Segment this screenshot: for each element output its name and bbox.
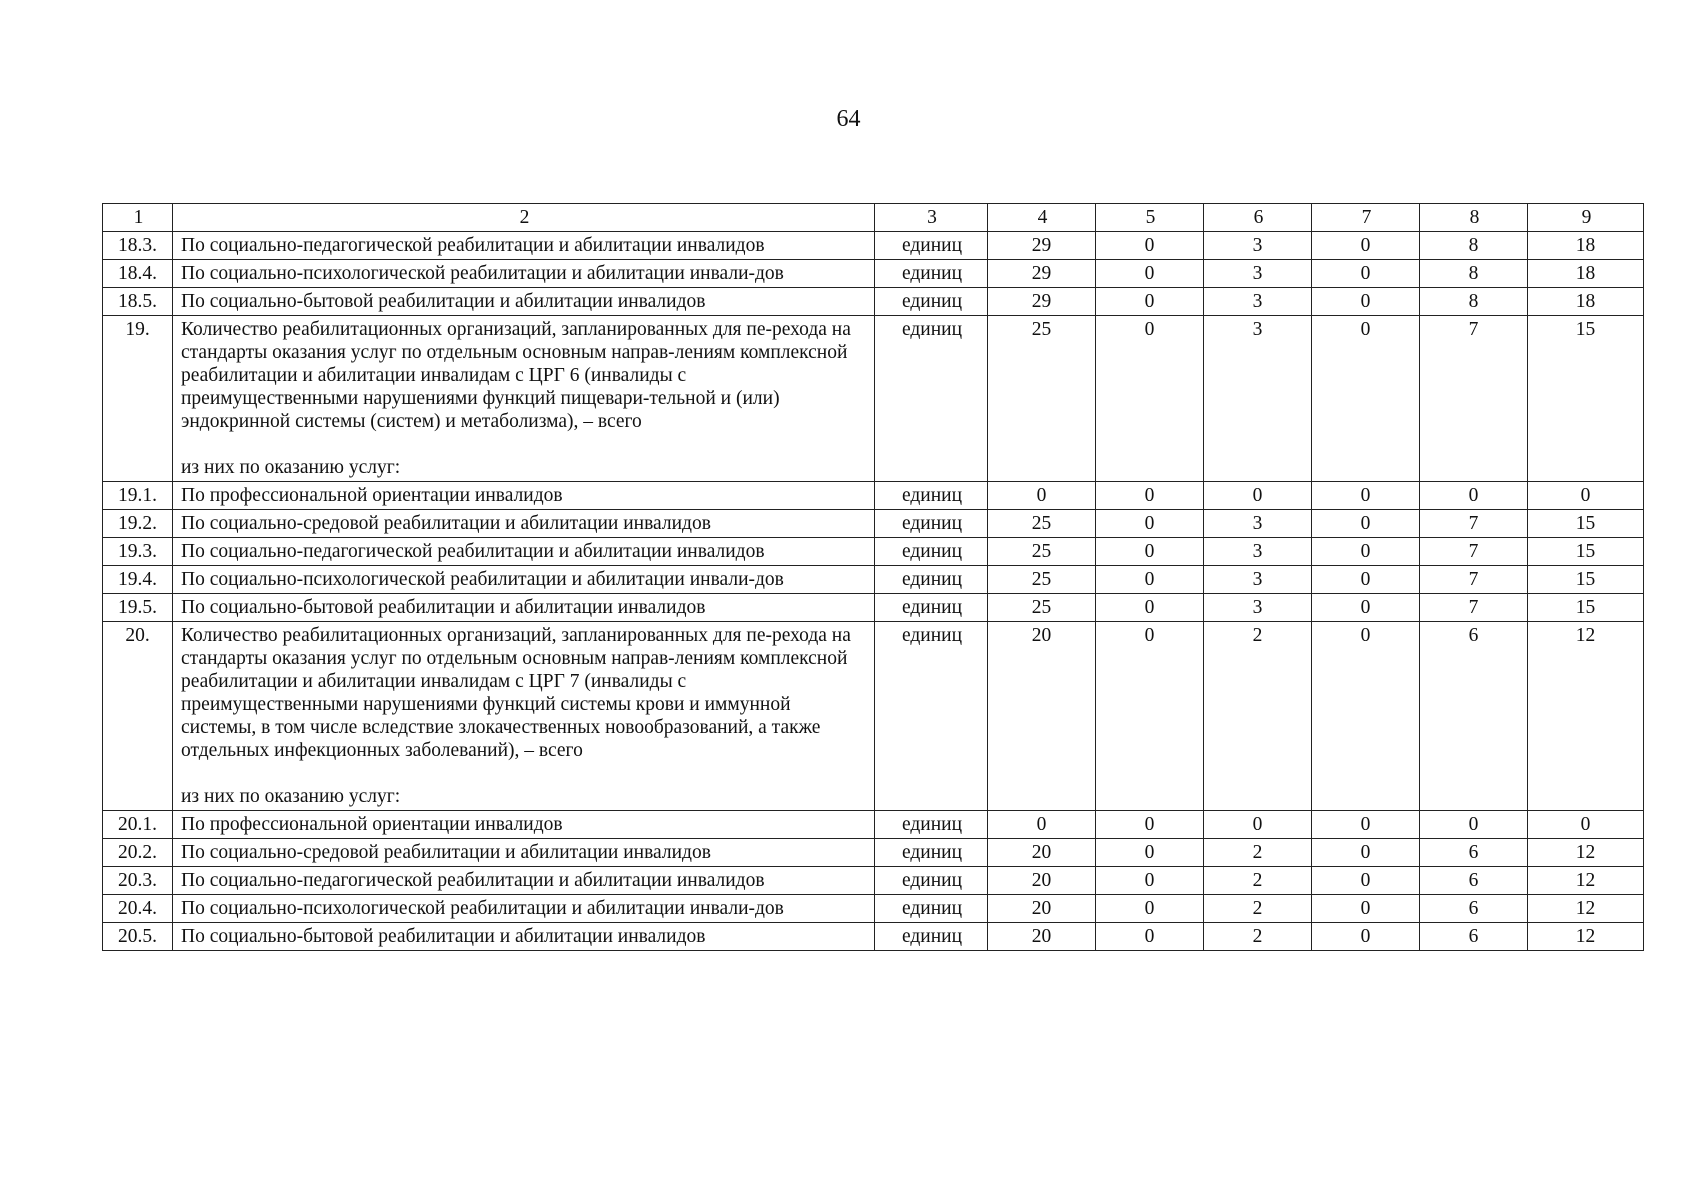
row-value: 25 (988, 538, 1096, 566)
row-description (173, 260, 875, 288)
row-unit: единиц (875, 566, 988, 594)
table-row (103, 895, 1644, 923)
row-value: 0 (1312, 260, 1420, 288)
row-value: 0 (1312, 594, 1420, 622)
row-value: 8 (1420, 288, 1528, 316)
row-value: 2 (1204, 622, 1312, 811)
row-value: 0 (1096, 232, 1204, 260)
row-description-text: Количество реабилитационных организаций, запланированных для пе-рехода на стандарты оказания услуг по отдельным основным направ-лениям комплексной реабилитации и абилитации инвалидам с ЦРГ 7 (инвалиды с преимущественными нарушениями функций системы крови и иммунной системы, в том числе вследствие злокачественных новообразований, а также отдельных инфекционных заболеваний), – всего (181, 625, 851, 761)
row-number: 19.3. (103, 538, 173, 566)
row-description (173, 482, 875, 510)
row-value: 12 (1528, 839, 1644, 867)
row-unit: единиц (875, 232, 988, 260)
row-description-text: По профессиональной ориентации инвалидов (181, 485, 563, 506)
table-row (103, 622, 1644, 811)
row-value: 29 (988, 260, 1096, 288)
row-description (173, 594, 875, 622)
row-value: 25 (988, 510, 1096, 538)
row-value: 3 (1204, 510, 1312, 538)
row-value: 0 (1312, 566, 1420, 594)
row-description (173, 316, 875, 482)
row-subheading: из них по оказанию услуг: (181, 786, 401, 807)
row-number: 18.5. (103, 288, 173, 316)
table-row (103, 232, 1644, 260)
row-description (173, 566, 875, 594)
row-value: 7 (1420, 538, 1528, 566)
column-header: 9 (1528, 204, 1644, 232)
row-value: 6 (1420, 622, 1528, 811)
table-header-row (103, 204, 1644, 232)
row-value: 0 (1312, 538, 1420, 566)
table-row (103, 482, 1644, 510)
row-value: 0 (1096, 594, 1204, 622)
column-header: 7 (1312, 204, 1420, 232)
row-value: 3 (1204, 594, 1312, 622)
row-number: 19.4. (103, 566, 173, 594)
indicators-table (102, 203, 1644, 951)
row-value: 25 (988, 594, 1096, 622)
row-value: 0 (1312, 923, 1420, 951)
row-value: 3 (1204, 566, 1312, 594)
column-header: 4 (988, 204, 1096, 232)
row-description-text: По социально-бытовой реабилитации и абилитации инвалидов (181, 926, 706, 947)
row-value: 0 (1096, 622, 1204, 811)
row-value: 2 (1204, 895, 1312, 923)
row-description-text: По социально-педагогической реабилитации и абилитации инвалидов (181, 541, 765, 562)
row-number: 20.4. (103, 895, 173, 923)
row-value: 25 (988, 316, 1096, 482)
table-row (103, 538, 1644, 566)
row-value: 20 (988, 867, 1096, 895)
row-value: 2 (1204, 867, 1312, 895)
row-value: 0 (1096, 867, 1204, 895)
row-value: 0 (1312, 622, 1420, 811)
row-value: 29 (988, 288, 1096, 316)
row-value: 6 (1420, 839, 1528, 867)
row-value: 0 (1096, 895, 1204, 923)
row-value: 0 (1096, 566, 1204, 594)
row-description (173, 839, 875, 867)
row-value: 2 (1204, 839, 1312, 867)
row-subheading: из них по оказанию услуг: (181, 457, 401, 478)
row-value: 18 (1528, 288, 1644, 316)
row-value: 0 (988, 811, 1096, 839)
row-value: 12 (1528, 923, 1644, 951)
row-value: 0 (1096, 260, 1204, 288)
row-number: 19.2. (103, 510, 173, 538)
row-value: 6 (1420, 895, 1528, 923)
row-value: 8 (1420, 232, 1528, 260)
row-unit: единиц (875, 867, 988, 895)
row-description (173, 867, 875, 895)
row-value: 0 (988, 482, 1096, 510)
row-unit: единиц (875, 316, 988, 482)
table-row (103, 594, 1644, 622)
column-header: 1 (103, 204, 173, 232)
column-header: 2 (173, 204, 875, 232)
table-row (103, 566, 1644, 594)
row-unit: единиц (875, 622, 988, 811)
row-number: 20.1. (103, 811, 173, 839)
row-value: 12 (1528, 622, 1644, 811)
row-value: 0 (1204, 811, 1312, 839)
row-description (173, 811, 875, 839)
table-row (103, 811, 1644, 839)
row-description (173, 895, 875, 923)
row-value: 0 (1312, 811, 1420, 839)
row-description-text: По социально-бытовой реабилитации и абилитации инвалидов (181, 291, 706, 312)
row-value: 0 (1096, 538, 1204, 566)
row-value: 29 (988, 232, 1096, 260)
row-value: 15 (1528, 594, 1644, 622)
row-value: 12 (1528, 895, 1644, 923)
table-body (103, 204, 1644, 951)
row-value: 0 (1096, 510, 1204, 538)
row-value: 0 (1312, 288, 1420, 316)
row-value: 15 (1528, 566, 1644, 594)
row-number: 19. (103, 316, 173, 482)
table-row (103, 288, 1644, 316)
table-row (103, 923, 1644, 951)
row-value: 0 (1312, 482, 1420, 510)
table-row (103, 316, 1644, 482)
row-description (173, 538, 875, 566)
row-unit: единиц (875, 895, 988, 923)
row-value: 6 (1420, 923, 1528, 951)
row-value: 20 (988, 923, 1096, 951)
row-number: 19.5. (103, 594, 173, 622)
row-unit: единиц (875, 260, 988, 288)
row-number: 20. (103, 622, 173, 811)
column-header: 3 (875, 204, 988, 232)
row-value: 12 (1528, 867, 1644, 895)
row-value: 3 (1204, 288, 1312, 316)
row-description-text: По социально-педагогической реабилитации и абилитации инвалидов (181, 235, 765, 256)
row-description-text: По социально-бытовой реабилитации и абилитации инвалидов (181, 597, 706, 618)
row-value: 15 (1528, 510, 1644, 538)
row-value: 15 (1528, 316, 1644, 482)
row-unit: единиц (875, 811, 988, 839)
row-value: 3 (1204, 316, 1312, 482)
table-row (103, 867, 1644, 895)
row-description-text: По социально-психологической реабилитации и абилитации инвали-дов (181, 569, 784, 590)
page-number: 64 (836, 106, 861, 132)
row-value: 20 (988, 895, 1096, 923)
row-value: 15 (1528, 538, 1644, 566)
row-number: 20.2. (103, 839, 173, 867)
row-unit: единиц (875, 594, 988, 622)
row-value: 7 (1420, 316, 1528, 482)
row-unit: единиц (875, 839, 988, 867)
row-description-text: По социально-педагогической реабилитации и абилитации инвалидов (181, 870, 765, 891)
row-value: 0 (1096, 839, 1204, 867)
row-description-text: По профессиональной ориентации инвалидов (181, 814, 563, 835)
row-number: 20.3. (103, 867, 173, 895)
row-value: 0 (1528, 482, 1644, 510)
row-description (173, 510, 875, 538)
table-row (103, 839, 1644, 867)
row-value: 0 (1420, 811, 1528, 839)
table-row (103, 510, 1644, 538)
row-unit: единиц (875, 538, 988, 566)
row-value: 0 (1096, 316, 1204, 482)
row-value: 0 (1528, 811, 1644, 839)
row-value: 18 (1528, 260, 1644, 288)
row-number: 18.4. (103, 260, 173, 288)
row-value: 0 (1312, 839, 1420, 867)
row-unit: единиц (875, 288, 988, 316)
row-value: 0 (1096, 811, 1204, 839)
row-description (173, 288, 875, 316)
row-number: 18.3. (103, 232, 173, 260)
row-value: 0 (1420, 482, 1528, 510)
row-value: 0 (1096, 923, 1204, 951)
row-number: 20.5. (103, 923, 173, 951)
row-value: 0 (1096, 288, 1204, 316)
row-value: 25 (988, 566, 1096, 594)
row-description-text: По социально-психологической реабилитации и абилитации инвали-дов (181, 898, 784, 919)
row-value: 0 (1312, 232, 1420, 260)
row-value: 7 (1420, 510, 1528, 538)
row-value: 3 (1204, 260, 1312, 288)
row-value: 20 (988, 622, 1096, 811)
row-unit: единиц (875, 482, 988, 510)
row-description (173, 923, 875, 951)
row-value: 0 (1204, 482, 1312, 510)
row-value: 8 (1420, 260, 1528, 288)
row-value: 0 (1312, 867, 1420, 895)
row-value: 2 (1204, 923, 1312, 951)
row-value: 20 (988, 839, 1096, 867)
table-row (103, 260, 1644, 288)
row-description-text: По социально-средовой реабилитации и абилитации инвалидов (181, 513, 711, 534)
row-description-text: По социально-психологической реабилитации и абилитации инвали-дов (181, 263, 784, 284)
row-value: 0 (1312, 895, 1420, 923)
row-value: 3 (1204, 538, 1312, 566)
row-value: 0 (1312, 510, 1420, 538)
row-description (173, 232, 875, 260)
row-description-text: Количество реабилитационных организаций, запланированных для пе-рехода на стандарты оказания услуг по отдельным основным направ-лениям комплексной реабилитации и абилитации инвалидам с ЦРГ 6 (инвалиды с преимущественными нарушениями функций пищевари-тельной и (или) эндокринной системы (систем) и метаболизма), – всего (181, 319, 851, 432)
row-value: 0 (1096, 482, 1204, 510)
row-value: 0 (1312, 316, 1420, 482)
row-value: 3 (1204, 232, 1312, 260)
row-unit: единиц (875, 923, 988, 951)
row-value: 18 (1528, 232, 1644, 260)
column-header: 5 (1096, 204, 1204, 232)
row-description-text: По социально-средовой реабилитации и абилитации инвалидов (181, 842, 711, 863)
row-value: 7 (1420, 594, 1528, 622)
row-value: 6 (1420, 867, 1528, 895)
row-number: 19.1. (103, 482, 173, 510)
row-value: 7 (1420, 566, 1528, 594)
row-description (173, 622, 875, 811)
column-header: 8 (1420, 204, 1528, 232)
row-unit: единиц (875, 510, 988, 538)
column-header: 6 (1204, 204, 1312, 232)
